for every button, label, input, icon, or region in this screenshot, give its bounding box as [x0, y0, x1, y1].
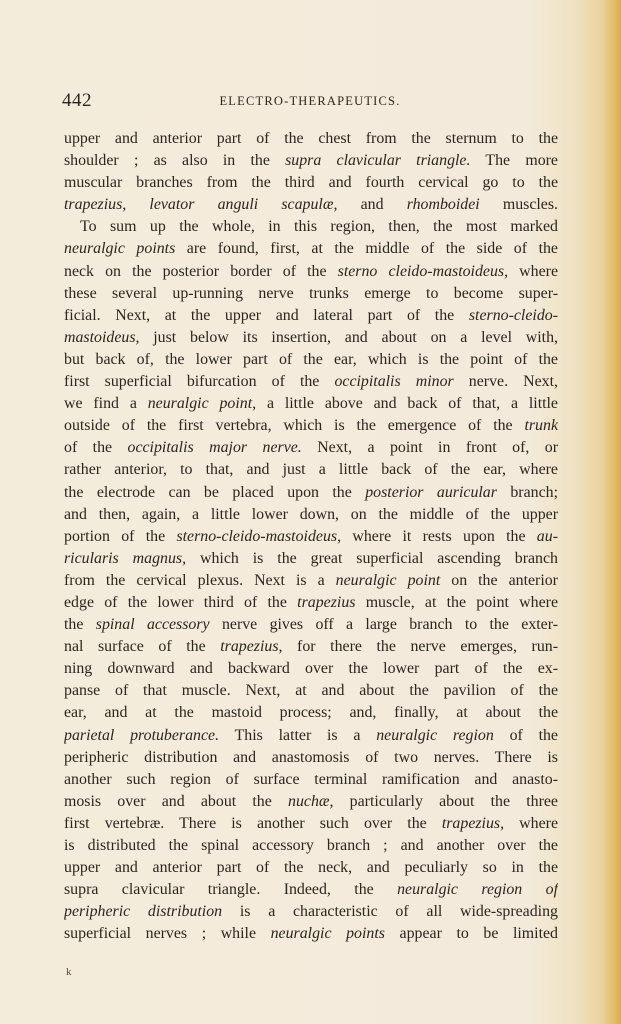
text-line	[64, 327, 558, 349]
text-run: upper and anterior part of the chest from the sternum to the	[64, 130, 558, 147]
italic-text: neuralgic region	[376, 726, 494, 744]
text-line	[64, 835, 558, 857]
text-line	[64, 592, 558, 614]
text-run: we find a	[64, 395, 148, 413]
italic-text: neuralgic region of	[397, 881, 558, 899]
text-run: nerve. Next,	[453, 373, 558, 391]
text-run: the electrode can be placed upon the	[64, 483, 366, 501]
text-run: nal surface of the	[64, 638, 221, 656]
italic-text: trapezius,	[441, 814, 505, 832]
text-line	[64, 437, 558, 459]
italic-text: rhomboidei	[406, 196, 480, 214]
text-line	[64, 194, 558, 216]
italic-text: trapezius,	[220, 638, 283, 656]
text-line	[64, 725, 558, 747]
text-line	[64, 570, 558, 592]
text-line	[64, 216, 558, 238]
text-run: but back of, the lower part of the ear, which is the point of the	[64, 350, 558, 368]
text-run: from the cervical plexus. Next is a	[64, 571, 336, 589]
page-number: 442	[62, 90, 92, 111]
text-run: and	[337, 196, 407, 214]
italic-text: neuralgic point	[335, 571, 441, 589]
text-run: for there the nerve emerges, run-	[282, 638, 558, 656]
text-line	[64, 791, 558, 813]
text-run: and then, again, a little lower down, on the middle of the upper	[64, 505, 558, 523]
text-run: This latter is a	[219, 726, 377, 744]
italic-text: neuralgic points	[270, 925, 385, 943]
text-run: the	[64, 616, 96, 634]
text-run: peripheric distribution and anastomosis of two nerves. There is	[64, 748, 558, 766]
text-run: muscular branches from the third and fourth cervical go to the	[64, 174, 558, 192]
text-run: superficial nerves ; while	[64, 925, 271, 943]
body-text	[64, 128, 558, 945]
text-run: first vertebræ. There is another such over the	[64, 814, 442, 832]
italic-text: sterno-cleido-mastoideus,	[176, 527, 342, 545]
text-line	[64, 548, 558, 570]
text-line	[64, 636, 558, 658]
text-run: on the anterior	[440, 571, 558, 589]
text-run: rather anterior, to that, and just a little back of the ear, where	[64, 461, 558, 479]
text-run: first superficial bifurcation of the	[64, 373, 335, 391]
text-run: are found, first, at the middle of the side of the	[175, 240, 558, 258]
text-line	[64, 393, 558, 415]
italic-text: trapezius	[297, 593, 356, 611]
text-line	[64, 747, 558, 769]
text-run: particularly about the three	[333, 792, 558, 810]
text-run: another such region of surface terminal ramification and anasto-	[64, 770, 558, 788]
text-run: where	[504, 814, 558, 832]
text-run: muscles.	[479, 196, 558, 214]
text-line	[64, 482, 558, 504]
text-line	[64, 614, 558, 636]
text-line	[64, 283, 558, 305]
text-line	[64, 349, 558, 371]
text-line	[64, 128, 558, 150]
text-line	[64, 901, 558, 923]
italic-text: occipitalis major nerve.	[127, 439, 302, 457]
text-run: ficial. Next, at the upper and lateral part of the	[64, 306, 469, 324]
italic-text: parietal protuberance.	[64, 726, 220, 744]
italic-text: neuralgic point,	[147, 395, 257, 413]
text-run: supra clavicular triangle. Indeed, the	[64, 881, 398, 899]
text-run: panse of that muscle. Next, at and about the pavilion of the	[64, 682, 558, 700]
italic-text: sterno cleido-mastoideus,	[337, 262, 509, 280]
text-line	[64, 680, 558, 702]
text-run: ear, and at the mastoid process; and, finally, at about the	[64, 704, 558, 722]
text-run: The more	[470, 152, 558, 170]
italic-text: ricularis magnus,	[64, 549, 187, 567]
text-run: portion of the	[64, 527, 177, 545]
text-line	[64, 305, 558, 327]
text-run: neck on the posterior border of the	[64, 262, 338, 280]
text-run: upper and anterior part of the neck, and peculiarly so in the	[64, 859, 558, 877]
text-run: which is the great superficial ascending branch	[186, 549, 558, 567]
text-line	[64, 769, 558, 791]
page-header	[62, 90, 558, 110]
italic-text: sterno-cleido-	[468, 306, 558, 324]
text-line	[64, 526, 558, 548]
text-line	[64, 172, 558, 194]
text-run: ning downward and backward over the lower part of the ex-	[64, 660, 558, 678]
text-line	[64, 261, 558, 283]
text-line	[64, 857, 558, 879]
text-line	[64, 504, 558, 526]
italic-text: nuchæ,	[288, 792, 334, 810]
text-run: a little above and back of that, a little	[256, 395, 558, 413]
text-run: muscle, at the point where	[355, 593, 558, 611]
text-run: is distributed the spinal accessory branch ; and another over the	[64, 837, 558, 854]
text-run: Next, a point in front of, or	[301, 439, 558, 457]
italic-text: occipitalis minor	[334, 373, 454, 391]
italic-text: spinal accessory	[95, 616, 210, 634]
italic-text: mastoideus,	[64, 328, 140, 346]
text-run: branch;	[496, 483, 558, 501]
text-run: shoulder ; as also in the	[64, 152, 286, 170]
text-line	[64, 238, 558, 260]
text-line	[64, 459, 558, 481]
text-run: of the	[493, 726, 558, 744]
signature-mark: k	[66, 966, 72, 978]
text-run: of the	[64, 439, 128, 457]
text-run: nerve gives off a large branch to the exter-	[209, 616, 558, 634]
text-run: edge of the lower third of the	[64, 593, 298, 611]
italic-text: au-	[536, 527, 558, 545]
text-line	[64, 923, 558, 945]
italic-text: posterior auricular	[365, 483, 497, 501]
text-run: is a characteristic of all wide-spreading	[222, 903, 558, 921]
text-line	[64, 658, 558, 680]
text-run: outside of the first vertebra, which is the emergence of the	[64, 417, 525, 435]
text-line	[64, 371, 558, 393]
text-line	[64, 702, 558, 724]
text-run: appear to be limited	[384, 925, 558, 943]
text-run: these several up-running nerve trunks emerge to become super-	[64, 284, 558, 302]
page-edge-shadow	[603, 0, 621, 1024]
italic-text: trapezius, levator anguli scapulæ,	[64, 196, 338, 214]
text-run: mosis over and about the	[64, 792, 288, 810]
italic-text: supra clavicular triangle.	[285, 152, 471, 170]
running-head: ELECTRO-THERAPEUTICS.	[219, 94, 401, 108]
text-run: where it rests upon the	[341, 527, 537, 545]
italic-text: neuralgic points	[64, 240, 176, 258]
italic-text: peripheric distribution	[64, 903, 223, 921]
text-run: where	[508, 262, 558, 280]
text-run: To sum up the whole, in this region, then, the most marked	[80, 218, 558, 236]
text-line	[64, 150, 558, 172]
text-run: just below its insertion, and about on a level with,	[139, 328, 558, 346]
italic-text: trunk	[524, 417, 558, 435]
text-line	[64, 813, 558, 835]
text-line	[64, 415, 558, 437]
text-line	[64, 879, 558, 901]
